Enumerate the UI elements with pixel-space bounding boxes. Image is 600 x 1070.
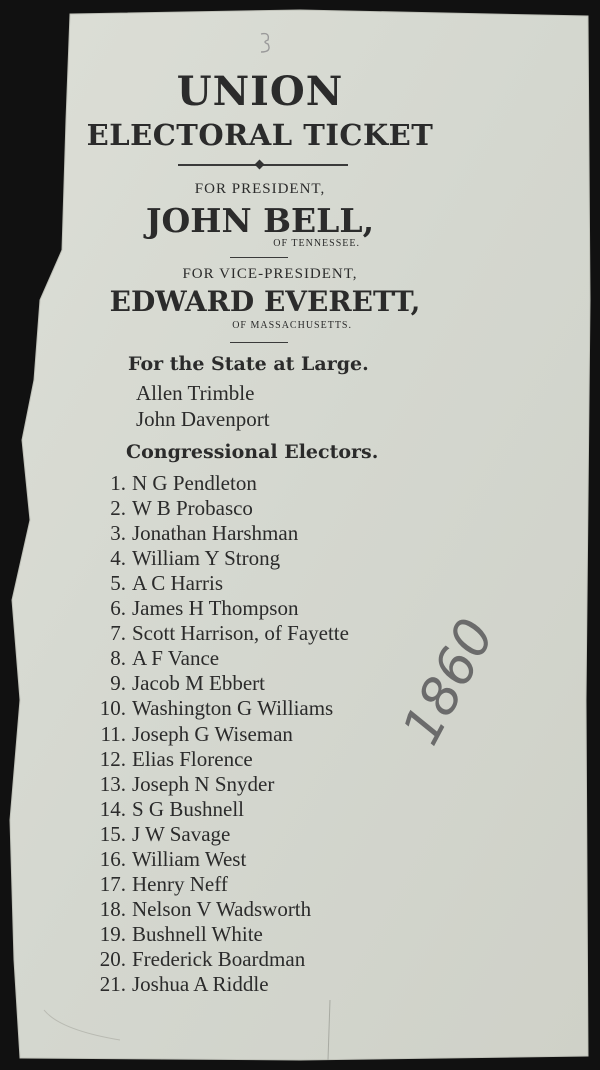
elector-name: A C Harris	[132, 571, 223, 596]
elector-row	[70, 847, 490, 872]
elector-row	[70, 822, 490, 847]
elector-name: Joshua A Riddle	[132, 972, 269, 996]
elector-number: 4.	[110, 546, 126, 571]
ticket-title-union: UNION	[176, 68, 344, 115]
elector-row	[70, 922, 490, 947]
elector-name: Jonathan Harshman	[132, 521, 299, 546]
elector-name: William West	[132, 846, 247, 871]
elector-row	[70, 897, 490, 922]
elector-row	[70, 797, 490, 822]
elector-row	[70, 546, 490, 571]
handwritten-year	[391, 600, 507, 780]
vp-name: EDWARD EVERETT,	[109, 285, 421, 318]
ticket-title-electoral: ELECTORAL TICKET	[86, 118, 434, 152]
elector-name: N G Pendleton	[132, 471, 257, 495]
elector-number: 20.	[99, 946, 126, 971]
elector-name: James H Thompson	[132, 596, 299, 621]
elector-number: 2.	[110, 496, 126, 521]
vp-label: FOR VICE-PRESIDENT,	[182, 266, 358, 282]
elector-number: 13.	[99, 771, 126, 796]
elector-row	[70, 521, 490, 546]
president-label: FOR PRESIDENT,	[194, 181, 326, 197]
elector-number: 18.	[99, 896, 126, 921]
elector-number: 15.	[99, 821, 126, 846]
president-name: JOHN BELL,	[145, 201, 375, 240]
state-at-large-heading: For the State at Large.	[128, 353, 369, 375]
state-at-large-name: John Davenport	[136, 407, 270, 431]
elector-name: Joseph G Wiseman	[132, 721, 293, 746]
elector-name: Henry Neff	[132, 871, 228, 896]
elector-number: 6.	[110, 596, 126, 621]
elector-number: 7.	[110, 621, 126, 646]
elector-number: 1.	[110, 471, 126, 495]
elector-name: Bushnell White	[132, 921, 263, 946]
elector-name: S G Bushnell	[132, 796, 245, 821]
elector-name: Scott Harrison, of Fayette	[132, 621, 349, 646]
elector-row	[70, 471, 490, 496]
elector-number: 12.	[99, 746, 126, 771]
elector-number: 9.	[110, 671, 126, 696]
elector-number: 10.	[99, 696, 126, 721]
elector-number: 16.	[99, 846, 126, 871]
elector-name: A F Vance	[132, 646, 220, 671]
elector-name: W B Probasco	[132, 496, 253, 521]
elector-row	[70, 872, 490, 897]
svg-text:1860: 1860	[391, 609, 507, 755]
elector-number: 21.	[99, 972, 126, 996]
elector-number: 3.	[110, 521, 126, 546]
elector-row	[70, 571, 490, 596]
state-at-large-name: Allen Trimble	[136, 381, 255, 405]
president-rule	[230, 257, 288, 258]
elector-name: Jacob M Ebbert	[132, 671, 265, 696]
congressional-electors-heading: Congressional Electors.	[126, 441, 379, 463]
elector-name: Washington G Williams	[132, 696, 334, 721]
vp-rule	[230, 342, 288, 343]
elector-name: William Y Strong	[132, 546, 281, 571]
elector-number: 14.	[99, 796, 126, 821]
elector-number: 11.	[100, 721, 126, 746]
elector-number: 17.	[99, 871, 126, 896]
elector-name: Elias Florence	[132, 746, 253, 771]
elector-number: 19.	[99, 921, 126, 946]
elector-number: 5.	[110, 571, 126, 596]
elector-name: Nelson V Wadsworth	[132, 896, 312, 921]
elector-name: J W Savage	[132, 821, 231, 846]
elector-name: Frederick Boardman	[132, 946, 306, 971]
president-state: OF TENNESSEE.	[273, 238, 360, 249]
elector-number: 8.	[110, 646, 126, 671]
pencil-mark-icon	[258, 30, 274, 56]
vp-state: OF MASSACHUSETTS.	[232, 320, 352, 331]
elector-row	[70, 947, 490, 972]
elector-row	[70, 496, 490, 521]
elector-name: Joseph N Snyder	[132, 771, 275, 796]
elector-row	[70, 972, 490, 997]
